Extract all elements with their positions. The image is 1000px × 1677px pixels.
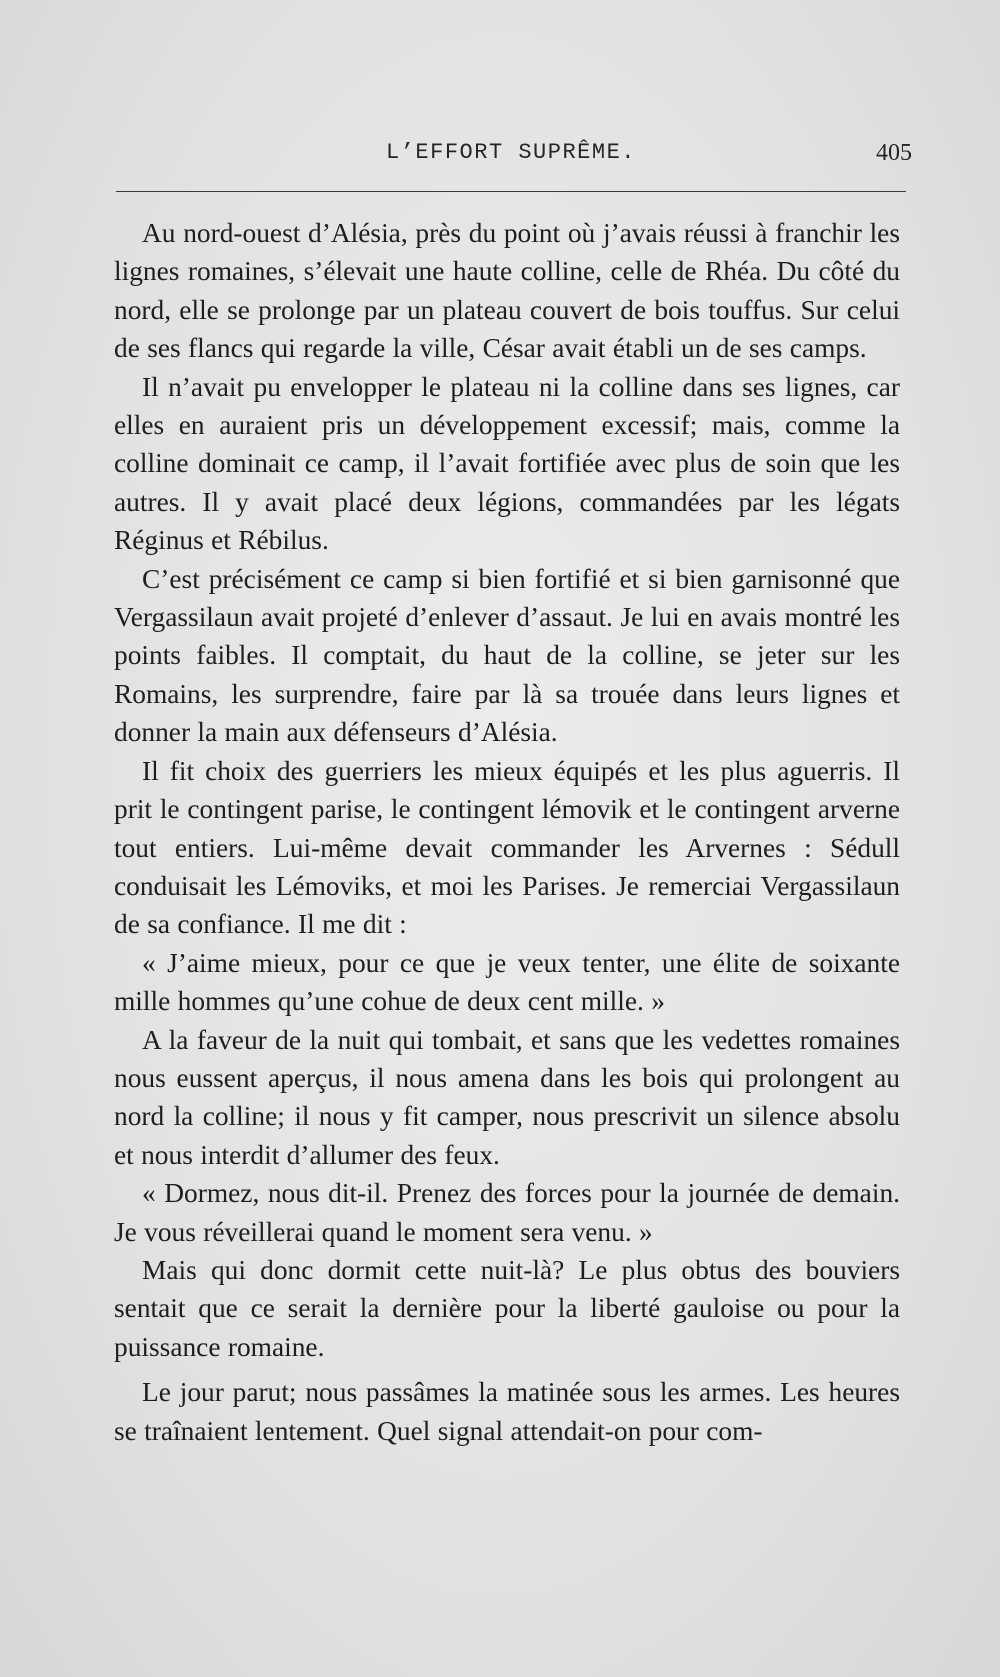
page-number: 405: [876, 140, 912, 166]
page-header: [116, 140, 912, 174]
paragraph-1: Au nord-ouest d’Alésia, près du point où j’avais réussi à franchir les lignes romaines, s’élevait une haute colline, celle de Rhéa. Du côté du nord, elle se prolonge par un plateau couvert de bois touffus. Sur celui de ses flancs qui regarde la ville, César avait établi un de ses camps.: [114, 218, 900, 364]
paragraph-3: C’est précisément ce camp si bien fortifié et si bien garnisonné que Vergassilaun avait projeté d’enlever d’assaut. Je lui en avais montré les points faibles. Il comptait, du haut de la colline, se jeter sur les Romains, les surprendre, faire par là sa trouée dans leurs lignes et donner la main aux défenseurs d’Alésia.: [114, 563, 900, 748]
paragraph-4: Il fit choix des guerriers les mieux équipés et les plus aguerris. Il prit le contingent parise, le contingent lémovik et le contingent arverne tout entiers. Lui-même devait commander les Arvernes : Sédull conduisait les Lémoviks, et moi les Parises. Je remerciai Vergassilaun de sa confiance. Il me dit :: [114, 755, 900, 940]
running-title: L’EFFORT SUPRÊME.: [386, 140, 636, 165]
body-text: [114, 214, 900, 1450]
header-rule: [116, 191, 906, 192]
paragraph-6: A la faveur de la nuit qui tombait, et sans que les vedettes romaines nous eussent aperçus, il nous amena dans les bois qui prolongent au nord la colline; il nous y fit camper, nous prescrivit un silence absolu et nous interdit d’allumer des feux.: [114, 1024, 900, 1170]
paragraph-5-quote: « J’aime mieux, pour ce que je veux tenter, une élite de soixante mille hommes qu’une cohue de deux cent mille. »: [114, 947, 900, 1017]
paragraph-2: Il n’avait pu envelopper le plateau ni la colline dans ses lignes, car elles en auraient pris un développement excessif; mais, comme la colline dominait ce camp, il l’avait fortifiée avec plus de soin que les autres. Il y avait placé deux légions, commandées par les légats Réginus et Rébilus.: [114, 371, 900, 556]
paragraph-7-quote: « Dormez, nous dit-il. Prenez des forces pour la journée de demain. Je vous réveillerai quand le moment sera venu. »: [114, 1178, 900, 1247]
paragraph-9: Le jour parut; nous passâmes la matinée sous les armes. Les heures se traînaient lentement. Quel signal attendait-on pour com-: [114, 1377, 900, 1446]
paragraph-8: Mais qui donc dormit cette nuit-là? Le plus obtus des bouviers sentait que ce serait la dernière pour la liberté gauloise ou pour la puissance romaine.: [114, 1254, 900, 1362]
